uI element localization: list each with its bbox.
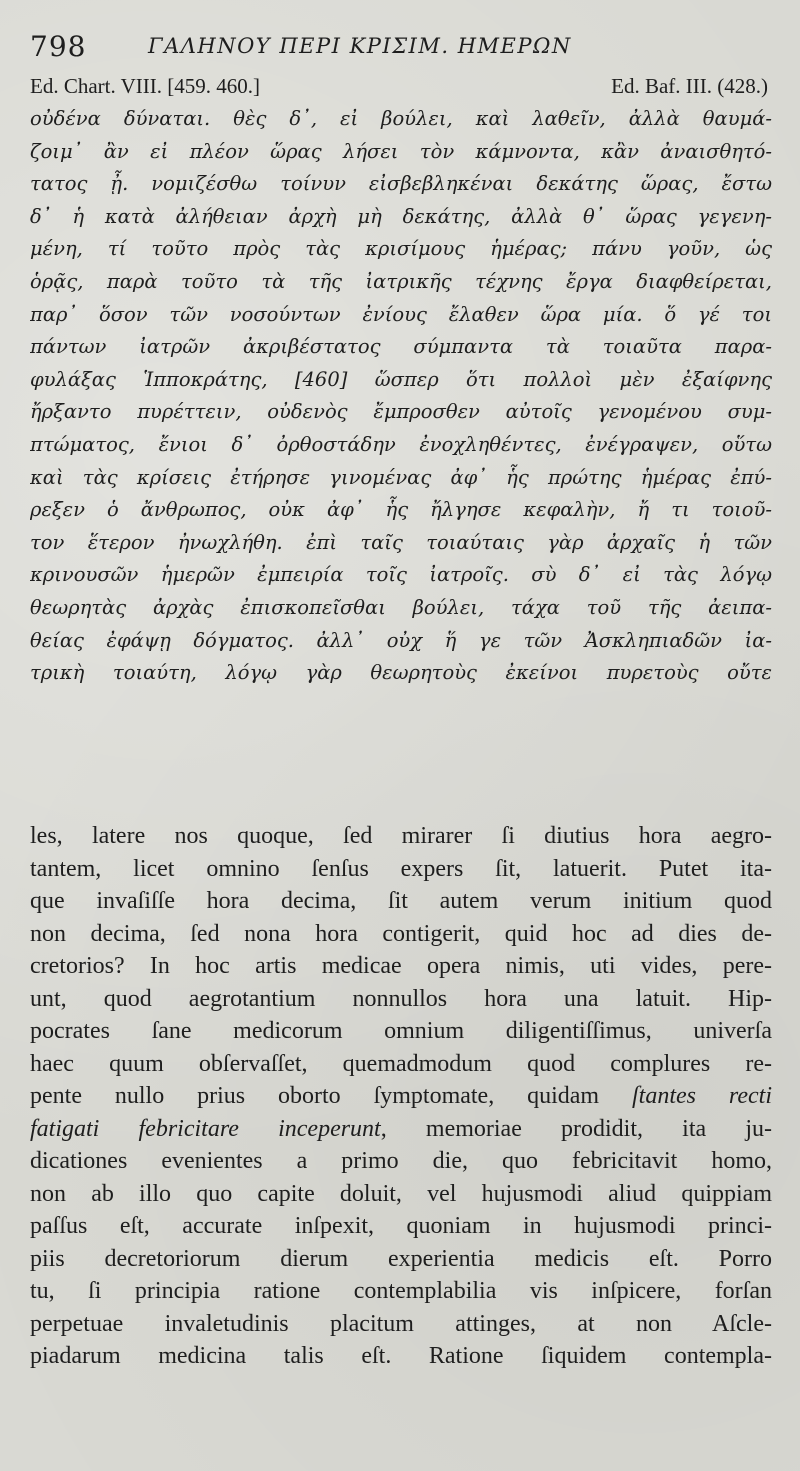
greek-line: τον ἕτερον ἠνωχλήθη. ἐπὶ ταῖς τοιαύταις γὰρ ἀρχαῖς ἡ τῶν	[30, 530, 772, 554]
latin-line: dicationes evenientes a primo die, quo febricitavit homo,	[30, 1148, 772, 1174]
latin-line: unt, quod aegrotantium nonnullos hora una latuit. Hip-	[30, 985, 772, 1012]
edition-reference-chartier: Ed. Chart. VIII. [459. 460.]	[30, 74, 260, 98]
latin-line: les, latere nos quoque, ſed mirarer ſi diutius hora aegro-	[30, 823, 772, 849]
running-head	[30, 30, 770, 70]
edition-reference-basel: Ed. Baf. III. (428.)	[611, 74, 768, 98]
greek-line: θεωρητὰς ἀρχὰς ἐπισκοπεῖσθαι βούλει, τάχα τοῦ τῆς ἀειπα-	[30, 595, 772, 619]
greek-line: πάντων ἰατρῶν ἀκριβέστατος σύμπαντα τὰ τοιαῦτα παρα-	[30, 335, 772, 359]
running-title: ΓΑΛΗΝΟΥ ΠΕΡΙ ΚΡΙΣΙΜ. ΗΜΕΡΩΝ	[148, 34, 572, 58]
latin-line: que invaſiſſe hora decima, ſit autem verum initium quod	[30, 888, 772, 914]
latin-line: tantem, licet omnino ſenſus expers ſit, latuerit. Putet ita-	[30, 855, 772, 882]
latin-roman-run: , memoriae prodidit, ita ju-	[380, 1115, 772, 1142]
latin-line-with-italic	[30, 1080, 772, 1113]
greek-line: ζοιμ᾽ ἂν εἰ πλέον ὥρας λήσει τὸν κάμνοντα, κἂν ἀναισθητό-	[30, 139, 772, 163]
latin-line: paſſus eſt, accurate inſpexit, quoniam in hujusmodi princi-	[30, 1213, 772, 1239]
edition-reference-line	[30, 74, 768, 104]
greek-line: θείας ἐφάψῃ δόγματος. ἀλλ᾽ οὐχ ἥ γε τῶν Ἀσκληπιαδῶν ἰα-	[30, 628, 772, 652]
latin-italic-run: fatigati febricitare inceperunt	[30, 1115, 381, 1142]
latin-line: tu, ſi principia ratione contemplabilia vis inſpicere, forſan	[30, 1278, 772, 1304]
latin-line: piadarum medicina talis eſt. Ratione ſiquidem contempla-	[30, 1343, 772, 1369]
latin-roman-run: pente nullo prius oborto ſymptomate, quidam	[30, 1083, 632, 1109]
greek-line: δ᾽ ἡ κατὰ ἀλήθειαν ἀρχὴ μὴ δεκάτης, ἀλλὰ θ᾽ ὥρας γεγενη-	[30, 204, 772, 228]
greek-line: μένη, τί τοῦτο πρὸς τὰς κρισίμους ἡμέρας; πάνυ γοῦν, ὡς	[30, 237, 772, 261]
latin-line: pocrates ſane medicorum omnium diligentiſſimus, univerſa	[30, 1018, 772, 1044]
latin-line: piis decretoriorum dierum experientia medicis eſt. Porro	[30, 1245, 772, 1272]
latin-line: perpetuae invaletudinis placitum attinges, at non Aſcle-	[30, 1310, 772, 1337]
greek-line: κρινουσῶν ἡμερῶν ἐμπειρία τοῖς ἰατροῖς. σὺ δ᾽ εἰ τὰς λόγῳ	[30, 563, 772, 587]
greek-line: ὁρᾷς, παρὰ τοῦτο τὰ τῆς ἰατρικῆς τέχνης ἔργα διαφθείρεται,	[30, 269, 772, 293]
latin-line: non decima, ſed nona hora contigerit, quid hoc ad dies de-	[30, 920, 772, 947]
greek-line: οὐδένα δύναται. θὲς δ᾽, εἰ βούλει, καὶ λαθεῖν, ἀλλὰ θαυμά-	[30, 107, 772, 130]
greek-line: πτώματος, ἔνιοι δ᾽ ὀρθοστάδην ἐνοχληθέντες, ἐνέγραψεν, οὕτω	[30, 432, 772, 456]
latin-line: non ab illo quo capite doluit, vel hujusmodi aliud quippiam	[30, 1180, 772, 1207]
greek-text-block	[30, 103, 772, 690]
greek-line: ρεξεν ὁ ἄνθρωπος, οὐκ ἀφ᾽ ἧς ἤλγησε κεφαλὴν, ἤ τι τοιοῦ-	[30, 498, 772, 522]
latin-line: haec quum obſervaſſet, quemadmodum quod complures re-	[30, 1050, 772, 1077]
latin-italic-run: ſtantes recti	[632, 1083, 772, 1109]
latin-line-with-italic	[30, 1113, 772, 1146]
page-number: 798	[30, 30, 87, 63]
greek-line: φυλάξας Ἱπποκράτης, [460] ὥσπερ ὅτι πολλοὶ μὲν ἐξαίφνης	[30, 367, 772, 391]
greek-line: τατος ᾖ. νομιζέσθω τοίνυν εἰσβεβληκέναι δεκάτης ὥρας, ἔστω	[30, 172, 772, 196]
latin-text-block	[30, 820, 772, 1373]
greek-line: τρικὴ τοιαύτη, λόγῳ γὰρ θεωρητοὺς ἐκείνοι πυρετοὺς οὔτε	[30, 661, 772, 685]
latin-line: cretorios? In hoc artis medicae opera nimis, uti vides, pere-	[30, 953, 772, 979]
greek-line: παρ᾽ ὅσον τῶν νοσούντων ἐνίους ἔλαθεν ὥρα μία. ὅ γέ τοι	[30, 302, 772, 326]
greek-line: καὶ τὰς κρίσεις ἐτήρησε γινομένας ἀφ᾽ ἧς πρώτης ἡμέρας ἐπύ-	[30, 465, 772, 489]
greek-line: ἤρξαντο πυρέττειν, οὐδενὸς ἔμπροσθεν αὐτοῖς γενομένου συμ-	[30, 400, 772, 424]
